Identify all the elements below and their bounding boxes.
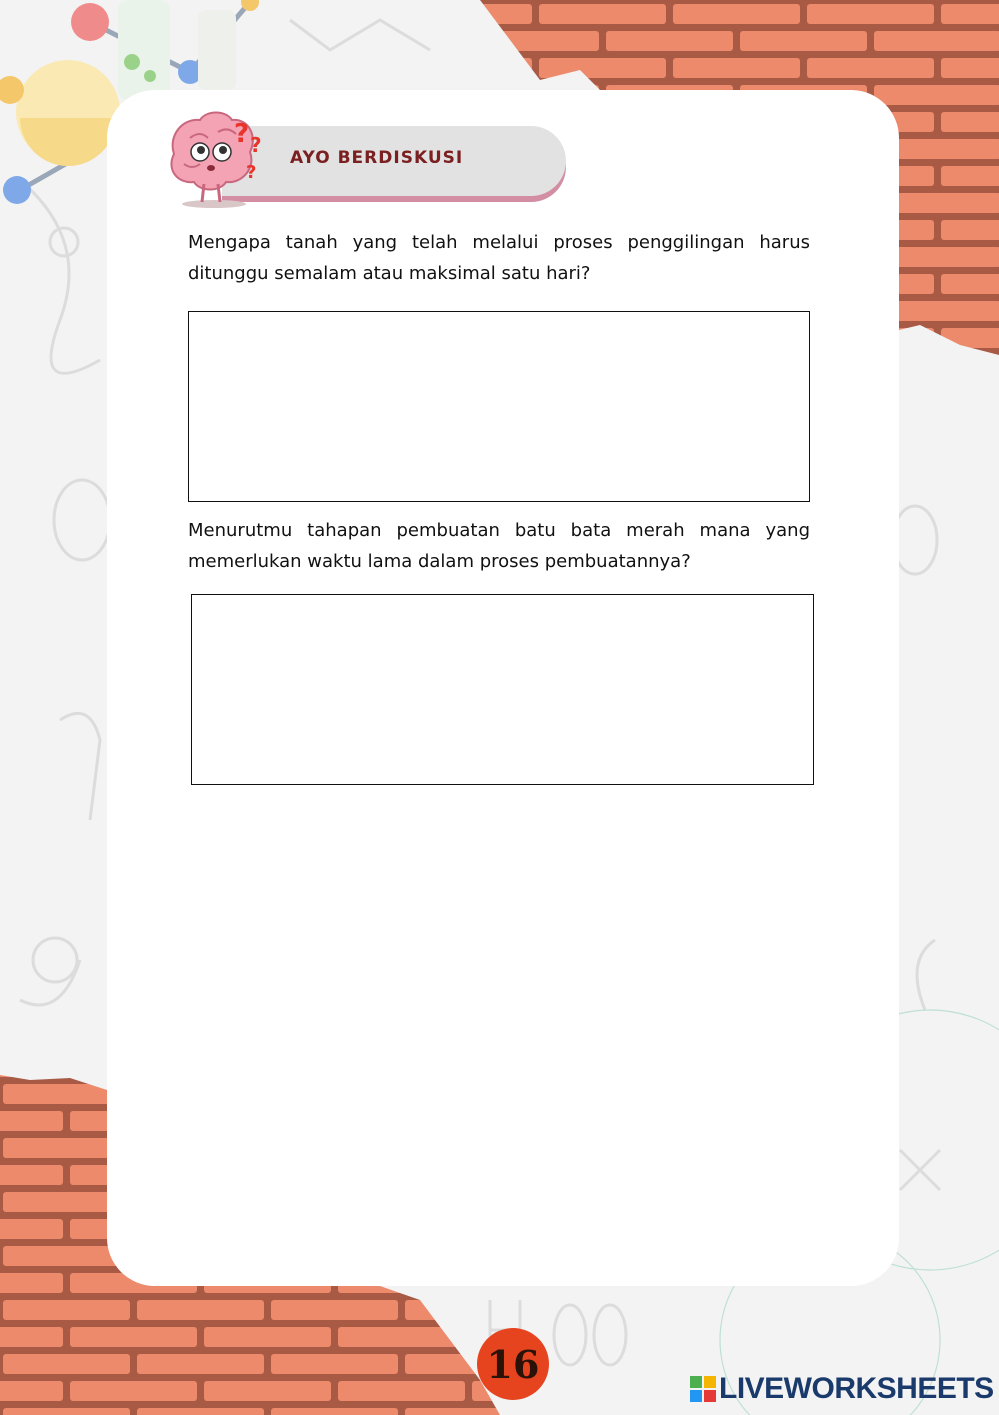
svg-text:?: ? bbox=[234, 119, 250, 149]
answer-box-2[interactable] bbox=[191, 594, 814, 785]
question-2-text: Menurutmu tahapan pembuatan batu bata merah mana yang memerlukan waktu lama dalam proses pembuatannya? bbox=[188, 520, 810, 572]
page-number-badge: 16 bbox=[477, 1328, 549, 1400]
banner-title: AYO BERDISKUSI bbox=[290, 148, 464, 168]
question-1-text: Mengapa tanah yang telah melalui proses penggilingan harus ditunggu semalam atau maksimal satu hari? bbox=[188, 232, 810, 284]
liveworksheets-logo-icon bbox=[690, 1376, 716, 1402]
answer-box-1[interactable] bbox=[188, 311, 810, 502]
confused-brain-icon bbox=[160, 108, 270, 208]
liveworksheets-brand: LIVEWORKSHEETS bbox=[719, 1372, 994, 1405]
discussion-banner bbox=[160, 108, 580, 208]
svg-text:?: ? bbox=[250, 133, 262, 157]
liveworksheets-watermark bbox=[690, 1372, 994, 1406]
svg-text:?: ? bbox=[246, 162, 257, 183]
